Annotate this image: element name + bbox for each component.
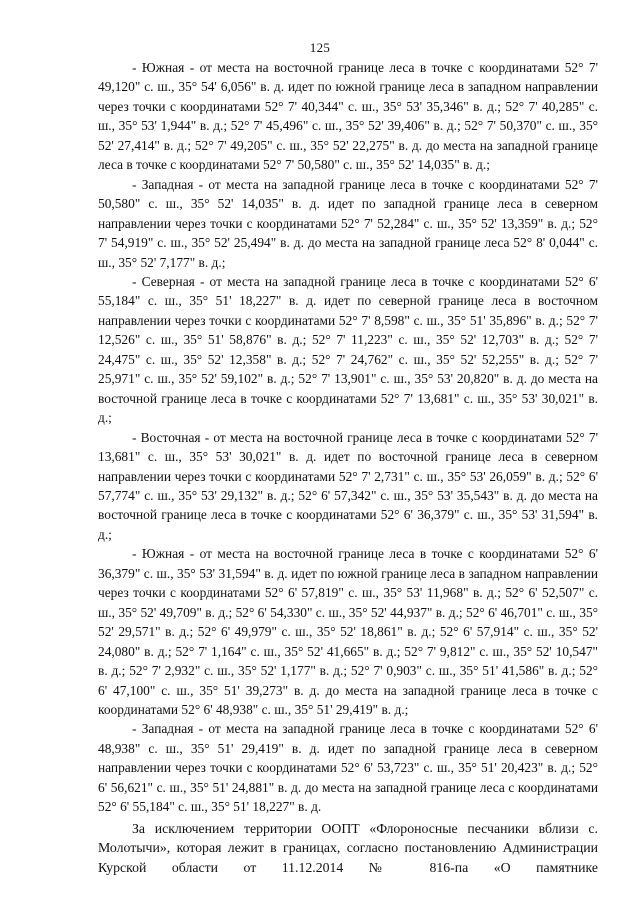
paragraph-west-boundary-1: - Западная - от места на западной границе леса в точке с координатами 52° 7' 50,580" с. ш., 35° 52' 14,035" в. д. идет по западной границе леса в северном направлении через точки с координатами 52° 7' 52,284" с. ш., 35° 52' 13,359" в. д.; 52° 7' 54,919" с. ш., 35° 52' 25,494" в. д. до места на западной границе леса 52° 8' 0,044" с. ш., 35° 52' 7,177" в. д.; [98, 176, 598, 270]
paragraph-south-boundary-2: - Южная - от места на восточной границе леса в точке с координатами 52° 6' 36,379" с. ш., 35° 53' 31,594" в. д. идет по южной границе леса в западном направлении через точки с координатами 52° 6' 57,819" с. ш., 35° 53' 11,968" в. д.; 52° 6' 52,507" с. ш., 35° 52' 49,709" в. д.; 52° 6' 54,330" с. ш., 35° 52' 44,937" в. д.; 52° 6' 46,701" с. ш., 35° 52' 29,571" в. д.; 52° 6' 49,979" с. ш., 35° 52' 18,861" в. д.; 52° 6' 57,914" с. ш., 35° 52' 24,080" в. д.; 52° 7' 1,164" с. ш., 35° 52' 41,665" в. д.; 52° 7' 9,812" с. ш., 35° 52' 10,547" в. д.; 52° 7' 2,932" с. ш., 35° 52' 1,177" в. д.; 52° 7' 0,903" с. ш., 35° 51' 41,586" в. д.; 52° 6' 47,100" с. ш., 35° 51' 39,273" в. д. до места на западной границе леса в точке с координатами 52° 6' 48,938" с. ш., 35° 51' 29,419" в. д.; [98, 546, 598, 717]
paragraph-south-boundary-1: - Южная - от места на восточной границе леса в точке с координатами 52° 7' 49,120" с. ш., 35° 54' 6,056" в. д. идет по южной границе леса в западном направлении через точки с координатами 52° 7' 40,344" с. ш., 35° 53' 35,346" в. д.; 52° 7' 40,285" с. ш., 35° 53' 1,944" в. д.; 52° 7' 45,496" с. ш., 35° 52' 39,406" в. д.; 52° 7' 50,370" с. ш., 35° 52' 27,414" в. д.; 52° 7' 49,205" с. ш., 35° 52' 22,275" в. д. до места на западной границе леса в точке с координатами 52° 7' 50,580" с. ш., 35° 52' 14,035" в. д.; [98, 60, 598, 173]
paragraph-west-boundary-2: - Западная - от места на западной границе леса в точке с координатами 52° 6' 48,938" с. ш., 35° 51' 29,419" в. д. идет по западной границе леса в северном направлении через точки с координатами 52° 6' 53,723" с. ш., 35° 51' 20,423" в. д.; 52° 6' 56,621" с. ш., 35° 51' 24,881" в. д. до места на западной границе леса с координатами 52° 6' 55,184" с. ш., 35° 51' 18,227" в. д. [98, 721, 598, 815]
paragraph-east-boundary: - Восточная - от места на восточной границе леса в точке с координатами 52° 7' 13,681" с. ш., 35° 53' 30,021" в. д. идет по восточной границе леса в северном направлении через точки с координатами 52° 7' 2,731" с. ш., 35° 53' 26,059" в. д.; 52° 6' 57,774" с. ш., 35° 53' 29,132" в. д.; 52° 6' 57,342" с. ш., 35° 53' 35,543" в. д. до места на восточной границе леса в точке с координатами 52° 6' 36,379" с. ш., 35° 53' 31,594" в. д.; [98, 429, 598, 542]
page-number: 125 [309, 40, 331, 55]
paragraph-north-boundary: - Северная - от места на западной границе леса в точке с координатами 52° 6' 55,184" с. ш., 35° 51' 18,227" в. д. идет по северной границе леса в восточном направлении через точки с координатами 52° 7' 8,598" с. ш., 35° 51' 35,896" в. д.; 52° 7' 12,526" с. ш., 35° 51' 58,876" в. д.; 52° 7' 11,223" с. ш., 35° 52' 12,703" в. д.; 52° 7' 24,475" с. ш., 35° 52' 12,358" в. д.; 52° 7' 24,762" с. ш., 35° 52' 52,255" в. д.; 52° 7' 25,971" с. ш., 35° 52' 59,102" в. д.; 52° 7' 13,901" с. ш., 35° 53' 20,820" в. д. до места на восточной границе леса в точке с координатами 52° 7' 13,681" с. ш., 35° 53' 30,021" в. д.; [98, 273, 598, 426]
document-body [98, 58, 598, 877]
paragraph-exclusion-note: За исключением территории ООПТ «Флороносные песчаники вблизи с. Молотычи», которая лежит в границах, согласно постановлению Администрации Курской области от 11.12.2014 № 816-па «О памятнике [98, 820, 598, 875]
